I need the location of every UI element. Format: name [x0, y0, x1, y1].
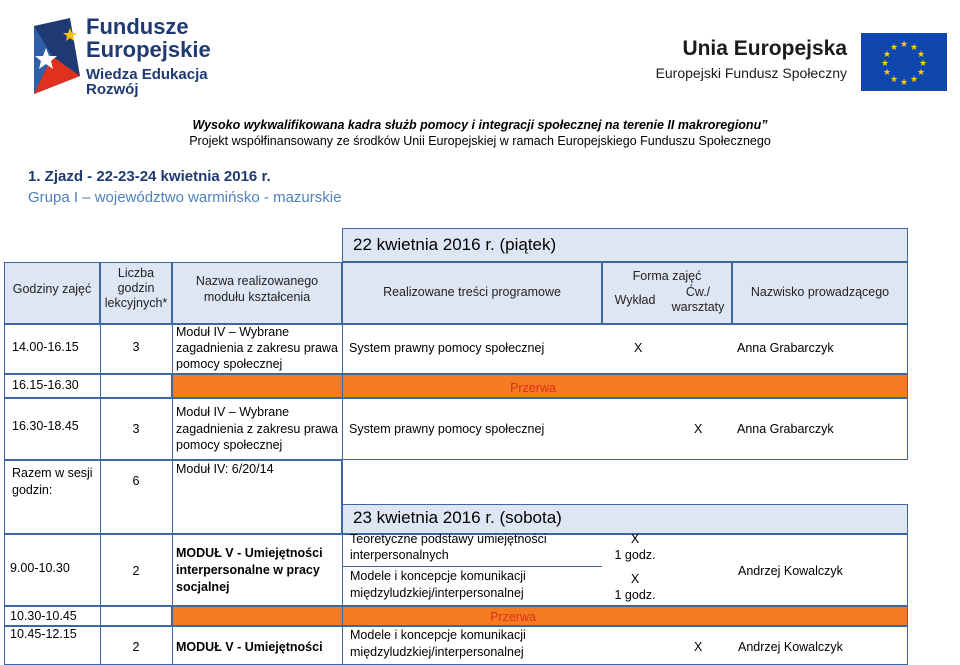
col-hours-header — [4, 262, 100, 324]
date-header-saturday — [342, 504, 908, 534]
row5-lecture1-mark: X — [630, 532, 640, 546]
fe-logo-line3: Wiedza Edukacja Rozwój — [86, 66, 208, 98]
row5-module-line1: MODUŁ V - Umiejętności — [176, 546, 323, 560]
col-exercise-label-2: warsztaty — [671, 300, 725, 314]
row5-content1-line1: Teoretyczne podstawy umiejętności — [350, 532, 547, 546]
eu-flag-icon — [861, 33, 947, 91]
svg-text:★: ★ — [918, 59, 928, 69]
svg-text:★: ★ — [909, 75, 919, 85]
col-form-header — [602, 262, 732, 324]
project-cofinance: Projekt współfinansowany ze środków Unii Europejskiej w ramach Europejskiego Funduszu Społecznego — [189, 134, 771, 148]
content-divider — [342, 566, 602, 567]
fe-star-emblem — [30, 16, 82, 96]
row3-content: System prawny pomocy społecznej — [349, 422, 545, 436]
row3-module-line2: zagadnienia z zakresu prawa — [176, 422, 338, 436]
row5-time: 9.00-10.30 — [10, 561, 70, 575]
col-count-label-1: Liczba — [117, 266, 155, 280]
session-title: 1. Zjazd - 22-23-24 kwietnia 2016 r. — [28, 168, 271, 185]
fe-logo-line1: Fundusze — [86, 14, 189, 39]
col-count-label-3: lekcyjnych* — [104, 296, 168, 310]
row5-module-line3: socjalnej — [176, 580, 230, 594]
row7-content-line1: Modele i koncepcje komunikacji — [350, 628, 526, 642]
fundusze-europejskie-logo — [30, 16, 240, 96]
row1-content: System prawny pomocy społecznej — [349, 341, 545, 355]
col-count-header — [100, 262, 172, 324]
row3-count: 3 — [132, 422, 140, 436]
svg-text:★: ★ — [909, 43, 919, 53]
row3-teacher: Anna Grabarczyk — [737, 422, 834, 436]
ue-logo-line2: Europejski Fundusz Społeczny — [655, 65, 847, 81]
break-label: Przerwa — [510, 381, 556, 395]
project-title: Wysoko wykwalifikowana kadra służb pomocy i integracji społecznej na terenie II makroregionu” — [192, 118, 768, 132]
row3-time: 16.30-18.45 — [12, 419, 79, 433]
row5-content2-line1: Modele i koncepcje komunikacji — [350, 569, 526, 583]
svg-text:★: ★ — [899, 78, 909, 88]
schedule-table — [4, 228, 908, 665]
svg-text:★: ★ — [899, 40, 909, 50]
row6-time: 10.30-10.45 — [10, 609, 77, 623]
col-lecture-label: Wykład — [614, 293, 656, 307]
unia-europejska-logo — [655, 33, 955, 93]
svg-text:★: ★ — [916, 50, 926, 60]
break-bar — [172, 374, 908, 398]
row5-lecture1-hours: 1 godz. — [614, 548, 656, 562]
col-module-label-1: Nazwa realizowanego — [195, 274, 319, 288]
row5-content1-line2: interpersonalnych — [350, 548, 449, 562]
row2-time: 16.15-16.30 — [12, 378, 79, 392]
svg-text:★: ★ — [889, 43, 899, 53]
row5-teacher: Andrzej Kowalczyk — [738, 564, 843, 578]
date-friday: 22 kwietnia 2016 r. (piątek) — [353, 235, 557, 254]
col-hours-label: Godziny zajęć — [12, 282, 92, 296]
row5-lecture2-mark: X — [630, 572, 640, 586]
svg-text:★: ★ — [889, 75, 899, 85]
row3-module-line3: pomocy społecznej — [176, 438, 283, 452]
svg-text:★: ★ — [880, 59, 890, 69]
row1-time: 14.00-16.15 — [12, 340, 79, 354]
row1-teacher: Anna Grabarczyk — [737, 341, 834, 355]
row3-module-line1: Moduł IV – Wybrane — [176, 405, 290, 419]
col-exercise-label-1: Ćw./ — [685, 285, 711, 299]
svg-text:★: ★ — [882, 68, 892, 78]
col-divider — [100, 262, 101, 665]
break-bar — [172, 606, 908, 626]
col-count-label-2: godzin — [117, 281, 155, 295]
row7-content-line2: międzyludzkiej/interpersonalnej — [350, 645, 524, 659]
date-header-friday — [342, 228, 908, 262]
row7-time: 10.45-12.15 — [10, 627, 77, 641]
row7-teacher: Andrzej Kowalczyk — [738, 640, 843, 654]
row5-count: 2 — [132, 564, 140, 578]
col-teacher-header — [732, 262, 908, 324]
col-content-label: Realizowane treści programowe — [383, 285, 561, 299]
row5-module-line2: interpersonalne w pracy — [176, 563, 320, 577]
svg-text:★: ★ — [882, 50, 892, 60]
fe-logo-line2: Europejskie — [86, 37, 211, 62]
row1-lecture-mark: X — [634, 341, 643, 355]
row1-module-line1: Moduł IV – Wybrane — [176, 325, 290, 339]
row5-content2-line2: międzyludzkiej/interpersonalnej — [350, 586, 524, 600]
break-label: Przerwa — [490, 610, 536, 624]
row1-count: 3 — [132, 340, 140, 354]
row7-exercise-mark: X — [694, 640, 703, 654]
col-divider — [342, 228, 343, 665]
row4-module: Moduł IV: 6/20/14 — [176, 462, 274, 476]
col-form-label: Forma zajęć — [632, 269, 702, 283]
row7-module: MODUŁ V - Umiejętności — [176, 640, 323, 654]
row5-lecture2-hours: 1 godz. — [614, 588, 656, 602]
col-content-header — [342, 262, 602, 324]
ue-logo-line1: Unia Europejska — [682, 37, 847, 60]
col-divider — [172, 262, 173, 665]
row1-module-line2: zagadnienia z zakresu prawa — [176, 341, 338, 355]
row7-count: 2 — [132, 640, 140, 654]
svg-text:★: ★ — [916, 68, 926, 78]
row3-exercise-mark: X — [694, 422, 703, 436]
row1-module-line3: pomocy społecznej — [176, 357, 283, 371]
row4-count: 6 — [132, 474, 140, 488]
group-title: Grupa I – województwo warmińsko - mazurskie — [28, 189, 342, 206]
col-module-label-2: modułu kształcenia — [203, 290, 311, 304]
row4-label-line1: Razem w sesji — [12, 466, 93, 480]
date-saturday: 23 kwietnia 2016 r. (sobota) — [353, 508, 562, 527]
row4-label-line2: godzin: — [12, 483, 53, 497]
col-module-header — [172, 262, 342, 324]
col-teacher-label: Nazwisko prowadzącego — [750, 285, 890, 299]
